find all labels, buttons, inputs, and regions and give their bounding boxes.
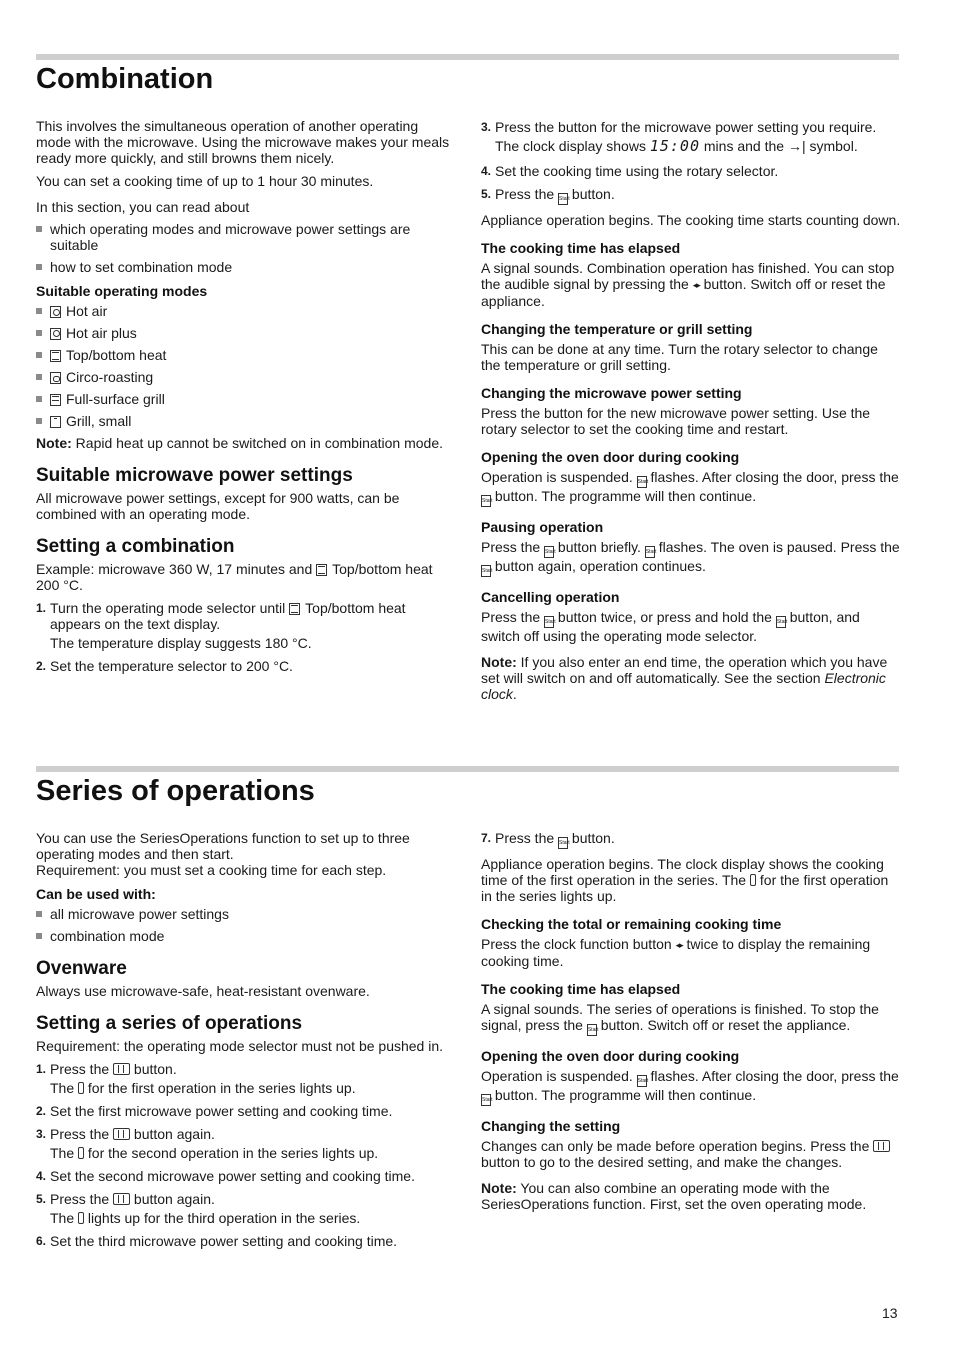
series-elapsed-paragraph: A signal sounds. The series of operations is finished. To stop the signal, press the Start button. Switch off or reset the appliance.	[481, 1001, 901, 1036]
series-operations-button-icon	[873, 1140, 890, 1152]
elapsed-paragraph: A signal sounds. Combination operation has finished. You can stop the audible signal by pressing the ◂▸ button. Switch off or reset the appliance.	[481, 260, 895, 309]
start-button-icon: Start	[481, 1094, 491, 1106]
start-stop-button-icon: Start	[544, 546, 554, 558]
series-right-column	[481, 830, 901, 1219]
page-number: 13	[882, 1305, 898, 1321]
note-series-combination: Note: You can also combine an operating mode with the SeriesOperations function. First, set the oven operating mode.	[481, 1180, 867, 1212]
start-button-icon: Start	[637, 1075, 647, 1087]
series-operations-button-icon	[113, 1128, 130, 1140]
section-title-series: Series of operations	[36, 775, 315, 807]
section-title-combination: Combination	[36, 63, 214, 95]
subheading-change-temperature: Changing the temperature or grill setting	[481, 321, 753, 337]
start-button-icon: Start	[587, 1024, 597, 1036]
combination-right-column	[481, 118, 901, 709]
list-item: all microwave power settings	[36, 906, 456, 922]
series-left-column	[36, 830, 456, 1256]
subheading-check-time: Checking the total or remaining cooking time	[481, 916, 782, 932]
hot-air-icon	[50, 306, 61, 318]
step-4: 4. Set the cooking time using the rotary selector.	[481, 163, 779, 179]
check-time-paragraph: Press the clock function button ◂▸ twice to display the remaining cooking time.	[481, 936, 871, 969]
grill-small-icon	[50, 416, 61, 428]
series-intro: You can use the SeriesOperations function to set up to three operating modes and then start. Requirement: you must set a cooking time for each step.	[36, 830, 410, 878]
step-4: 4. Set the second microwave power setting and cooking time.	[36, 1168, 415, 1184]
full-surface-grill-icon	[50, 394, 61, 406]
power-paragraph: All microwave power settings, except for 900 watts, can be combined with an operating mode.	[36, 490, 400, 522]
list-item: combination mode	[36, 928, 456, 944]
series-operation-begins: Appliance operation begins. The clock display shows the cooking time of the first operation in the series. The for the first operation in the series lights up.	[481, 856, 889, 904]
subheading-door-open: Opening the oven door during cooking	[481, 449, 740, 465]
section-divider-combination	[36, 54, 899, 60]
cooking-time-limit: You can set a cooking time of up to 1 hour 30 minutes.	[36, 173, 374, 189]
start-button-icon: Start	[481, 495, 491, 507]
temperature-paragraph: This can be done at any time. Turn the rotary selector to change the temperature or grill setting.	[481, 341, 878, 373]
list-item: how to set combination mode	[36, 259, 456, 275]
start-stop-button-icon: Start	[544, 616, 554, 628]
clock-arrows-icon: ◂▸	[675, 940, 683, 950]
mode-item-hot-air-plus: Hot air plus	[36, 325, 456, 341]
mode-item-grill-small: Grill, small	[36, 413, 456, 429]
series-steps-right	[481, 830, 901, 849]
step-indicator-icon	[78, 1212, 84, 1224]
top-bottom-heat-icon	[316, 564, 327, 576]
step-2: 2. Set the first microwave power setting and cooking time.	[36, 1103, 393, 1119]
note-rapid-heat: Note: Rapid heat up cannot be switched on in combination mode.	[36, 435, 444, 451]
read-about-list	[36, 221, 456, 275]
intro-paragraph: This involves the simultaneous operation of another operating mode with the microwave. Using the microwave makes your meals ready more quickly, and still browns them nicely.	[36, 118, 450, 166]
power-change-paragraph: Press the button for the new microwave power setting. Use the rotary selector to set the cooking time and restart.	[481, 405, 871, 437]
combination-left-column	[36, 118, 456, 681]
start-button-icon: Start	[558, 193, 568, 205]
read-about-intro: In this section, you can read about	[36, 199, 250, 215]
requirement-paragraph: Requirement: the operating mode selector must not be pushed in.	[36, 1038, 444, 1054]
pause-paragraph: Press the Start button briefly. Start flashes. The oven is paused. Press the Start button again, operation continues.	[481, 539, 901, 577]
start-stop-button-icon: Start	[776, 616, 786, 628]
top-bottom-heat-icon	[50, 350, 61, 362]
series-steps-left	[36, 1061, 456, 1249]
subheading-door-open: Opening the oven door during cooking	[481, 1048, 740, 1064]
example-paragraph: Example: microwave 360 W, 17 minutes and Top/bottom heat 200 °C.	[36, 561, 433, 593]
ovenware-paragraph: Always use microwave-safe, heat-resistant ovenware.	[36, 983, 370, 999]
can-be-used-list	[36, 906, 456, 944]
step-6: 6. Set the third microwave power setting and cooking time.	[36, 1233, 398, 1249]
series-door-paragraph: Operation is suspended. Start flashes. After closing the door, press the Start button. The programme will then continue.	[481, 1068, 901, 1106]
cancel-paragraph: Press the Start button twice, or press and hold the Start button, and switch off using the operating mode selector.	[481, 609, 860, 644]
list-item: which operating modes and microwave power settings are suitable	[36, 221, 456, 253]
step-1: 1. Turn the operating mode selector until Top/bottom heat appears on the text display. The temperature display suggests 180 °C.	[36, 600, 406, 651]
step-indicator-icon	[750, 874, 756, 886]
circo-roasting-icon	[50, 372, 61, 384]
subheading-changing-setting: Changing the setting	[481, 1118, 621, 1134]
start-button-icon: Start	[558, 837, 568, 849]
combination-steps-right	[481, 118, 901, 205]
mode-item-full-surface-grill: Full-surface grill	[36, 391, 456, 407]
note-end-time: Note: If you also enter an end time, the operation which you have set will switch on and off automatically. See the section Electronic clock.	[481, 654, 888, 702]
subheading-change-power: Changing the microwave power setting	[481, 385, 742, 401]
mode-item-top-bottom-heat: Top/bottom heat	[36, 347, 456, 363]
top-bottom-heat-icon	[289, 603, 300, 615]
step-indicator-icon	[78, 1082, 84, 1094]
step-2: 2. Set the temperature selector to 200 °C.	[36, 658, 293, 674]
subheading-time-elapsed: The cooking time has elapsed	[481, 981, 681, 997]
series-operations-button-icon	[113, 1193, 130, 1205]
start-button-icon: Start	[637, 476, 647, 488]
subheading-pausing: Pausing operation	[481, 519, 604, 535]
heading-ovenware: Ovenware	[36, 958, 127, 979]
change-setting-paragraph: Changes can only be made before operation begins. Press the button to go to the desired setting, and make the changes.	[481, 1138, 901, 1170]
step-3: 3. Press the button again. The for the second operation in the series lights up.	[36, 1126, 379, 1161]
heading-setting-combination: Setting a combination	[36, 536, 235, 557]
series-operations-button-icon	[113, 1063, 130, 1075]
step-5: 5. Press the Start button.	[481, 186, 901, 205]
operating-modes-list	[36, 303, 456, 429]
clock-display-readout: 15:00	[649, 137, 700, 155]
door-paragraph: Operation is suspended. Start flashes. After closing the door, press the Start button. The programme will then continue.	[481, 469, 901, 507]
step-1: 1. Press the button. The for the first operation in the series lights up.	[36, 1061, 356, 1096]
subheading-suitable-modes: Suitable operating modes	[36, 283, 208, 299]
heading-setting-series: Setting a series of operations	[36, 1013, 303, 1034]
operation-begins: Appliance operation begins. The cooking time starts counting down.	[481, 212, 901, 228]
step-3: 3. Press the button for the microwave power setting you require. The clock display shows 15:00 mins and the →| symbol.	[481, 119, 877, 155]
combination-steps-left	[36, 600, 456, 674]
step-indicator-icon	[78, 1147, 84, 1159]
section-divider-series	[36, 766, 899, 772]
subheading-can-be-used: Can be used with:	[36, 886, 156, 902]
clock-arrows-icon: ◂▸	[692, 280, 700, 290]
subheading-cancelling: Cancelling operation	[481, 589, 620, 605]
hot-air-plus-icon	[50, 328, 61, 340]
start-button-icon: Start	[481, 565, 491, 577]
end-time-symbol-icon: →|	[787, 138, 806, 154]
step-5: 5. Press the button again. The lights up for the third operation in the series.	[36, 1191, 361, 1226]
step-7: 7. Press the Start button.	[481, 830, 901, 849]
start-button-icon: Start	[645, 546, 655, 558]
mode-item-circo-roasting: Circo-roasting	[36, 369, 456, 385]
mode-item-hot-air: Hot air	[36, 303, 456, 319]
heading-suitable-power: Suitable microwave power settings	[36, 465, 353, 486]
subheading-time-elapsed: The cooking time has elapsed	[481, 240, 681, 256]
